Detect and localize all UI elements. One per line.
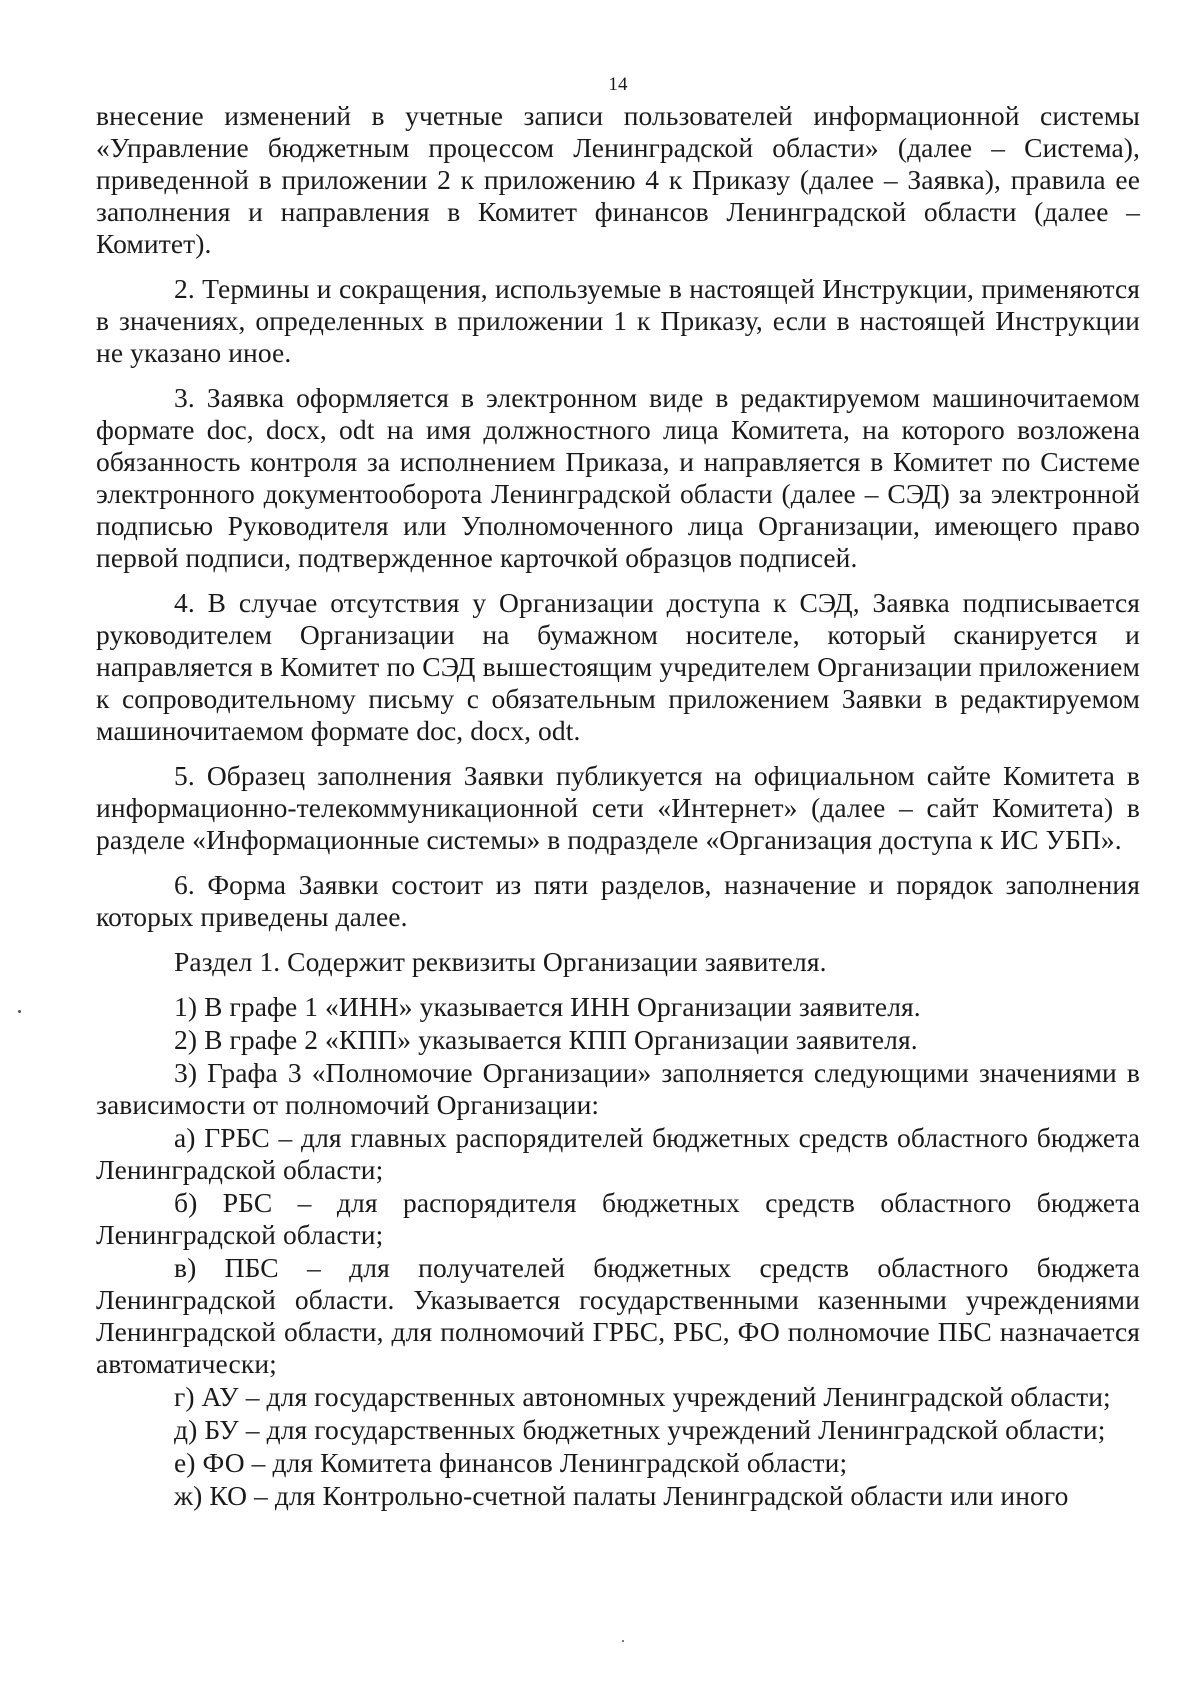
- subitem-a-grbs: а) ГРБС – для главных распорядителей бюджетных средств областного бюджета Ленинградской области;: [96, 1122, 1140, 1185]
- document-page: [96, 60, 1140, 1512]
- paragraph-6-form-sections: 6. Форма Заявки состоит из пяти разделов, назначение и порядок заполнения которых приведены далее.: [96, 869, 1140, 932]
- subitem-zh-ko: ж) КО – для Контрольно-счетной палаты Ленинградской области или иного: [174, 1480, 1069, 1511]
- paragraph-4-no-sed-access: 4. В случае отсутствия у Организации доступа к СЭД, Заявка подписывается руководителем Организации на бумажном носителе, который сканируется и направляется в Комитет по СЭД вышестоящим учредителем Организации приложением к сопроводительному письму с обязательным приложением Заявки в редактируемом машиночитаемом формате doc, docx, odt.: [96, 587, 1140, 746]
- subitem-e-fo: е) ФО – для Комитета финансов Ленинградской области;: [174, 1447, 848, 1478]
- scan-speck: [18, 1010, 21, 1013]
- item-3-authority: 3) Графа 3 «Полномочие Организации» заполняется следующими значениями в зависимости от полномочий Организации:: [96, 1057, 1140, 1120]
- scan-speck: [622, 1640, 624, 1642]
- page-number: 14: [608, 74, 628, 95]
- subitem-g-au: г) АУ – для государственных автономных учреждений Ленинградской области;: [174, 1381, 1111, 1412]
- paragraph-3-application-format: 3. Заявка оформляется в электронном виде в редактируемом машиночитаемом формате doc, docx, odt на имя должностного лица Комитета, на которого возложена обязанность контроля за исполнением Приказа, и направляется в Комитет по Системе электронного документооборота Ленинградской области (далее – СЭД) за электронной подписью Руководителя или Уполномоченного лица Организации, имеющего право первой подписи, подтвержденное карточкой образцов подписей.: [96, 382, 1140, 573]
- section-1-heading: Раздел 1. Содержит реквизиты Организации заявителя.: [174, 946, 827, 977]
- paragraph-2-terms: 2. Термины и сокращения, используемые в настоящей Инструкции, применяются в значениях, определенных в приложении 1 к Приказу, если в настоящей Инструкции не указано иное.: [96, 273, 1140, 368]
- subitem-b-rbs: б) РБС – для распорядителя бюджетных средств областного бюджета Ленинградской области;: [96, 1187, 1140, 1250]
- paragraph-intro-continuation: внесение изменений в учетные записи пользователей информационной системы «Управление бюджетным процессом Ленинградской области» (далее – Система), приведенной в приложении 2 к приложению 4 к Приказу (далее – Заявка), правила ее заполнения и направления в Комитет финансов Ленинградской области (далее – Комитет).: [96, 100, 1140, 259]
- paragraph-5-sample-publication: 5. Образец заполнения Заявки публикуется на официальном сайте Комитета в информационно-телекоммуникационной сети «Интернет» (далее – сайт Комитета) в разделе «Информационные системы» в подразделе «Организация доступа к ИС УБП».: [96, 760, 1140, 855]
- item-2-kpp: 2) В графе 2 «КПП» указывается КПП Организации заявителя.: [174, 1024, 918, 1055]
- item-1-inn: 1) В графе 1 «ИНН» указывается ИНН Организации заявителя.: [174, 991, 921, 1022]
- subitem-d-bu: д) БУ – для государственных бюджетных учреждений Ленинградской области;: [174, 1414, 1106, 1445]
- subitem-v-pbs: в) ПБС – для получателей бюджетных средств областного бюджета Ленинградской области. Указывается государственными казенными учреждениями Ленинградской области, для полномочий ГРБС, РБС, ФО полномочие ПБС назначается автоматически;: [96, 1252, 1140, 1379]
